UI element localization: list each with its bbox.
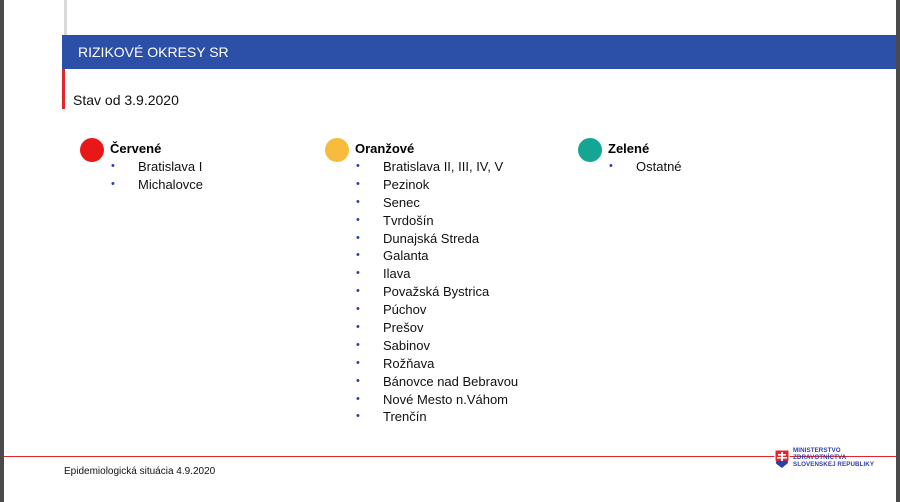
green-dot-icon	[578, 138, 602, 162]
orange-dot-icon	[325, 138, 349, 162]
list-red	[110, 158, 203, 194]
top-divider	[64, 0, 67, 36]
list-item-label: Považská Bystrica	[383, 284, 490, 300]
list-item	[355, 212, 518, 230]
bullet-icon: •	[356, 249, 360, 262]
list-item	[355, 408, 518, 426]
bullet-icon: •	[356, 374, 360, 387]
list-item	[355, 355, 518, 373]
list-item	[355, 230, 518, 248]
red-accent-bar	[62, 69, 65, 109]
list-item	[110, 176, 203, 194]
bullet-icon: •	[111, 177, 115, 190]
bullet-icon: •	[111, 160, 115, 172]
list-orange	[355, 158, 518, 426]
list-item-label: Ilava	[383, 266, 411, 282]
bullet-icon: •	[356, 160, 360, 172]
list-item	[355, 158, 518, 176]
list-item	[355, 391, 518, 409]
bullet-icon: •	[356, 338, 360, 351]
list-item	[355, 176, 518, 194]
group-title-orange: Oranžové	[355, 141, 415, 156]
red-dot-icon	[80, 138, 104, 162]
list-item	[110, 158, 203, 176]
list-item-label: Sabinov	[383, 337, 430, 353]
bullet-icon: •	[356, 231, 360, 244]
bullet-icon: •	[356, 267, 360, 280]
list-item	[355, 283, 518, 301]
footer-text: Epidemiologická situácia 4.9.2020	[64, 466, 216, 477]
list-item-label: Nové Mesto n.Váhom	[383, 391, 509, 407]
page-title: RIZIKOVÉ OKRESY SR	[78, 44, 229, 60]
ministry-logo	[774, 447, 884, 477]
group-title-green: Zelené	[608, 141, 650, 156]
list-item-label: Michalovce	[138, 176, 204, 192]
list-item-label: Senec	[383, 194, 420, 210]
list-item-label: Tvrdošín	[383, 212, 434, 228]
bullet-icon: •	[356, 321, 360, 334]
list-item	[355, 337, 518, 355]
bullet-icon: •	[356, 213, 360, 226]
bullet-icon: •	[356, 195, 360, 208]
list-item-label: Bratislava I	[138, 159, 203, 174]
list-item-label: Ostatné	[636, 159, 682, 174]
footer-divider	[4, 456, 896, 457]
bullet-icon: •	[356, 356, 360, 369]
list-item	[355, 247, 518, 265]
list-item-label: Trenčín	[383, 409, 427, 425]
list-green	[608, 158, 682, 176]
list-item	[355, 301, 518, 319]
bullet-icon: •	[356, 303, 360, 316]
list-item-label: Rožňava	[383, 355, 435, 371]
list-item	[355, 319, 518, 337]
list-item-label: Bánovce nad Bebravou	[383, 373, 519, 389]
list-item-label: Pezinok	[383, 176, 430, 192]
list-item	[608, 158, 682, 176]
group-title-red: Červené	[110, 141, 162, 156]
ministry-logo-text: MINISTERSTVO ZDRAVOTNÍCTVA SLOVENSKEJ REPUBLIKY	[793, 447, 875, 468]
slide	[4, 0, 896, 502]
list-item-label: Púchov	[383, 302, 427, 318]
bullet-icon: •	[609, 160, 613, 172]
list-item	[355, 373, 518, 391]
bullet-icon: •	[356, 177, 360, 190]
subtitle: Stav od 3.9.2020	[73, 92, 179, 108]
bullet-icon: •	[356, 285, 360, 298]
list-item-label: Prešov	[383, 320, 424, 336]
list-item	[355, 265, 518, 283]
bullet-icon: •	[356, 392, 360, 405]
list-item-label: Bratislava II, III, IV, V	[383, 159, 504, 174]
header-bar	[62, 35, 896, 69]
slovak-coat-of-arms-icon	[774, 449, 790, 469]
list-item	[355, 194, 518, 212]
list-item-label: Galanta	[383, 248, 429, 264]
bullet-icon: •	[356, 410, 360, 423]
list-item-label: Dunajská Streda	[383, 230, 480, 246]
